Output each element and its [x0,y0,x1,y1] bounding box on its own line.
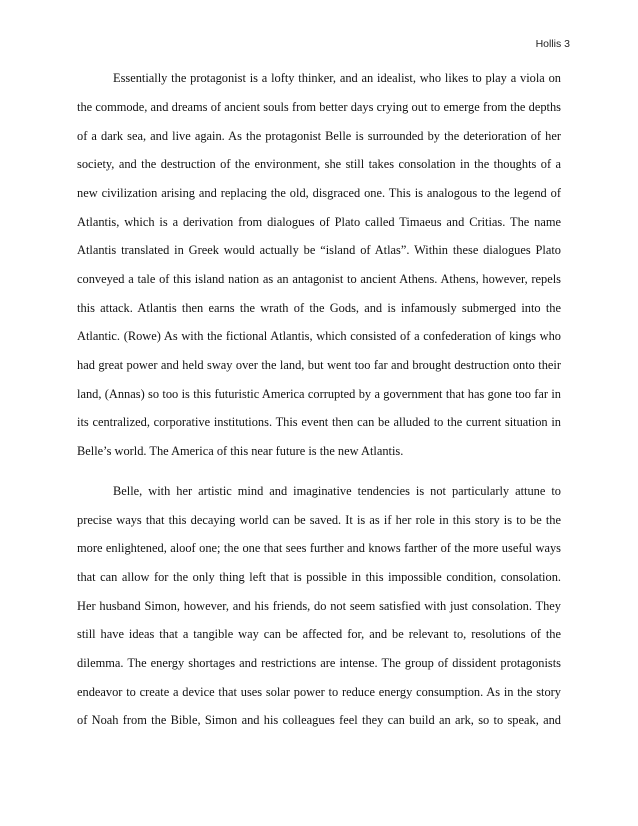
text-line: had great power and held sway over the land, but went too far and brought destruction onto their [77,358,561,372]
text-line: society, and the destruction of the environment, she still takes consolation in the thoughts of a [77,157,561,171]
text-line: endeavor to create a device that uses solar power to reduce energy consumption. As in the story [77,685,561,699]
text-line: Her husband Simon, however, and his friends, do not seem satisfied with just consolation. They [77,599,561,613]
text-line: precise ways that this decaying world can be saved. It is as if her role in this story is to be the [77,513,561,527]
text-line: land, (Annas) so too is this futuristic America corrupted by a government that has gone too far in [77,387,561,401]
text-line: Atlantis translated in Greek would actually be “island of Atlas”. Within these dialogues Plato [77,243,561,257]
text-line: of Noah from the Bible, Simon and his colleagues feel they can build an ark, so to speak, and [77,713,561,727]
text-line: its centralized, corporative institutions. This event then can be alluded to the current situation in [77,415,561,429]
text-line: the commode, and dreams of ancient souls from better days crying out to emerge from the depths [77,100,561,114]
text-line: Atlantis, which is a derivation from dialogues of Plato called Timaeus and Critias. The name [77,215,561,229]
text-line: new civilization arising and replacing the old, disgraced one. This is analogous to the legend of [77,186,561,200]
text-line: that can allow for the only thing left that is possible in this impossible condition, consolation. [77,570,561,584]
page-header-number: Hollis 3 [535,38,570,50]
text-line: of a dark sea, and live again. As the protagonist Belle is surrounded by the deterioration of her [77,129,561,143]
text-line: Belle, with her artistic mind and imaginative tendencies is not particularly attune to [113,484,561,498]
text-line: more enlightened, aloof one; the one that sees further and knows farther of the more useful ways [77,541,561,555]
text-line: still have ideas that a tangible way can be affected for, and be relevant to, resolutions of the [77,627,561,641]
text-line: Belle’s world. The America of this near future is the new Atlantis. [77,444,404,458]
text-line: this attack. Atlantis then earns the wrath of the Gods, and is infamously submerged into the [77,301,561,315]
text-line: dilemma. The energy shortages and restrictions are intense. The group of dissident protagonists [77,656,561,670]
text-line: conveyed a tale of this island nation as an antagonist to ancient Athens. Athens, however, repels [77,272,561,286]
text-line: Essentially the protagonist is a lofty thinker, and an idealist, who likes to play a viola on [113,71,561,85]
text-line: Atlantic. (Rowe) As with the fictional Atlantis, which consisted of a confederation of kings who [77,329,561,343]
